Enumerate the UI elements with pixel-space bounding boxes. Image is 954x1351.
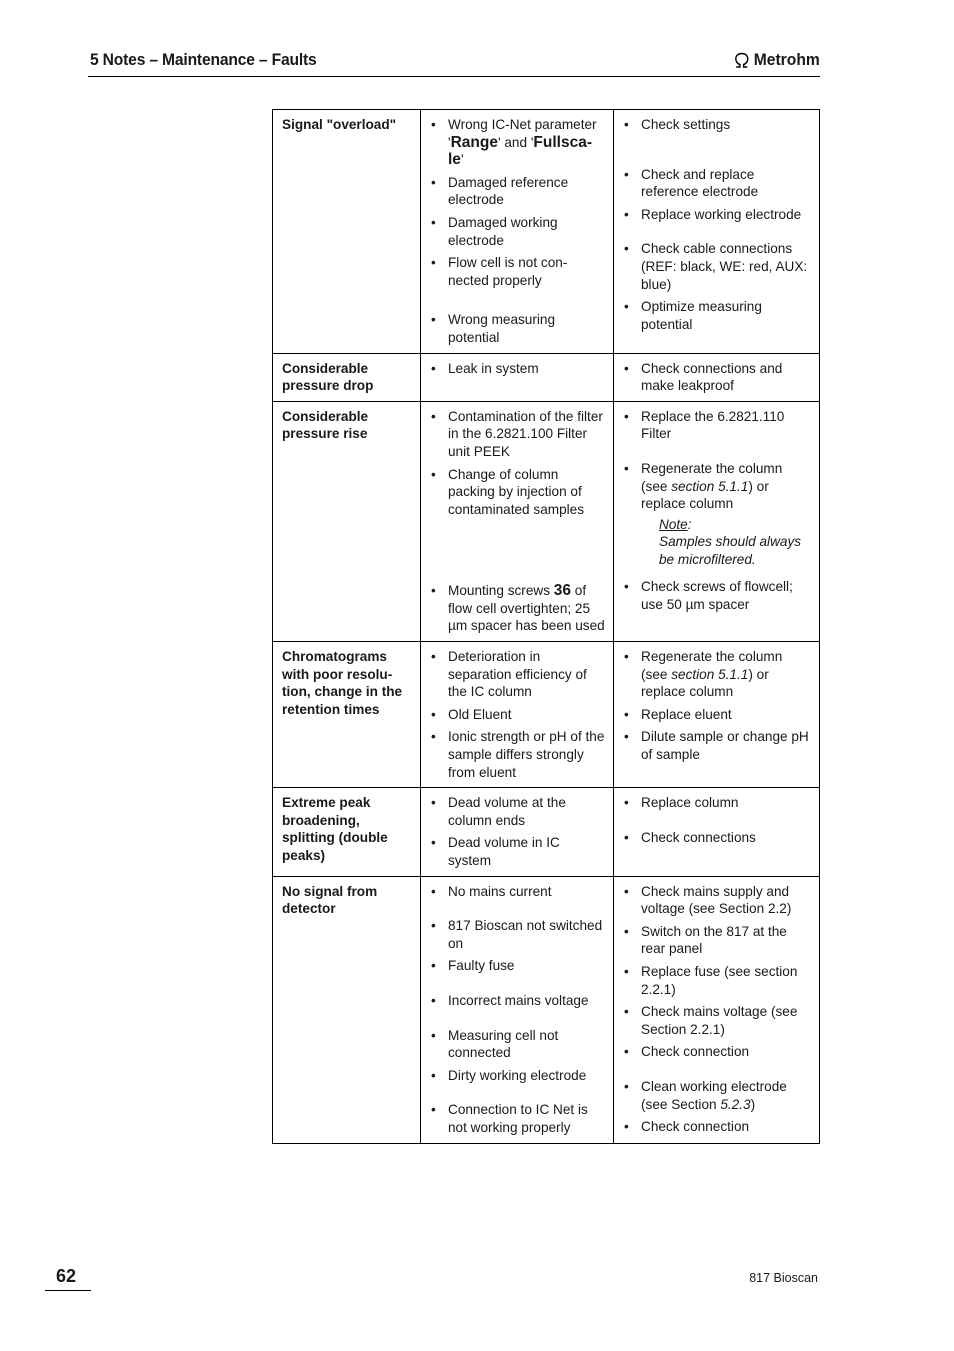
symptom-cell [273, 788, 421, 876]
cause-cell [421, 642, 614, 788]
brand-logo [734, 50, 820, 70]
note-label: Note [659, 516, 688, 532]
symptom-cell [273, 353, 421, 401]
symptom-cell [273, 642, 421, 788]
cause-cell [421, 110, 614, 354]
cause-item: • Connection to IC Net is not working properly [430, 1101, 605, 1136]
cause-cell [421, 401, 614, 641]
symptom: Considerable pressure rise [282, 408, 369, 442]
remedy-item: • Dilute sample or change pH of sample [623, 728, 811, 763]
symptom: Extreme peak broadening, splitting (double peaks) [282, 795, 388, 863]
remedy-item: • Check mains voltage (see Section 2.2.1) [623, 1003, 811, 1038]
remedy-item: • Check connections and make leakproof [623, 360, 811, 395]
cause-item: • Incorrect mains voltage [430, 992, 605, 1010]
table-row [273, 876, 820, 1143]
remedy-item: • Clean working electrode (see Section 5.2.3) [623, 1078, 811, 1113]
cause-item: • Change of column packing by injection of contaminated samples [430, 466, 605, 519]
remedy-item: • Check connection [623, 1118, 811, 1136]
brand-name: Metrohm [753, 50, 820, 69]
remedy-item: • Check settings [623, 116, 811, 134]
symptom: Considerable pressure drop [282, 360, 374, 394]
symptom: No signal from detector [282, 883, 378, 917]
remedy-cell [614, 642, 820, 788]
table-row [273, 788, 820, 876]
header-rule [88, 76, 820, 77]
page-number-rule [45, 1290, 91, 1291]
remedy-cell [614, 876, 820, 1143]
cause-item: • Wrong measuring potential [430, 311, 605, 346]
symptom-cell [273, 110, 421, 354]
cause-item: • Ionic strength or pH of the sample differs strongly from eluent [430, 728, 605, 781]
remedy-item: • Regenerate the column (see section 5.1.1) or replace column Note: Samples should always be microfiltered. [623, 460, 811, 569]
cause-item: • Contamination of the filter in the 6.2821.100 Filter unit PEEK [430, 408, 605, 461]
cause-item: • Wrong IC-Net parameter 'Range' and 'Fullsca-le' [430, 116, 605, 169]
note: Note: Samples should always be microfiltered. [641, 516, 811, 569]
table-row [273, 401, 820, 641]
remedy-item: • Switch on the 817 at the rear panel [623, 923, 811, 958]
cause-item: • Faulty fuse [430, 957, 605, 975]
product-name: 817 Bioscan [749, 1271, 818, 1285]
table-row [273, 353, 820, 401]
cause-item: • Old Eluent [430, 706, 605, 724]
table-row [273, 110, 820, 354]
note-text: Samples should always be microfiltered. [659, 534, 802, 567]
remedy-item: • Check connections [623, 829, 811, 847]
cause-item: • Flow cell is not con-nected properly [430, 254, 605, 289]
remedy-item: • Check cable connections (REF: black, WE: red, AUX: blue) [623, 240, 811, 293]
cause-cell [421, 788, 614, 876]
remedy-item: • Replace fuse (see section 2.2.1) [623, 963, 811, 998]
cause-item: • Measuring cell not connected [430, 1027, 605, 1062]
cause-item: • Damaged working electrode [430, 214, 605, 249]
remedy-cell [614, 353, 820, 401]
fault-table [272, 109, 820, 1144]
page-number: 62 [56, 1266, 77, 1286]
cause-item: • Leak in system [430, 360, 605, 378]
symptom-cell [273, 401, 421, 641]
remedy-item: • Check mains supply and voltage (see Section 2.2) [623, 883, 811, 918]
remedy-item: • Check screws of flowcell; use 50 µm spacer [623, 578, 811, 613]
cause-cell [421, 876, 614, 1143]
remedy-item: • Replace working electrode [623, 206, 811, 224]
cause-item: • Dead volume in IC system [430, 834, 605, 869]
remedy-cell [614, 401, 820, 641]
remedy-item: • Replace the 6.2821.110 Filter [623, 408, 811, 443]
omega-icon [734, 52, 751, 68]
cause-item: • 817 Bioscan not switched on [430, 917, 605, 952]
cause-item: • Mounting screws 36 of flow cell overtighten; 25 µm spacer has been used [430, 582, 605, 635]
remedy-item: • Replace column [623, 794, 811, 812]
remedy-item: • Check connection [623, 1043, 811, 1061]
remedy-cell [614, 110, 820, 354]
remedy-cell [614, 788, 820, 876]
cause-item: • Deterioration in separation efficiency of the IC column [430, 648, 605, 701]
remedy-item: • Replace eluent [623, 706, 811, 724]
symptom: Signal "overload" [282, 117, 397, 132]
cause-item: • No mains current [430, 883, 605, 901]
section-title: 5 Notes – Maintenance – Faults [90, 50, 317, 69]
cause-item: • Dead volume at the column ends [430, 794, 605, 829]
remedy-item: • Check and replace reference electrode [623, 166, 811, 201]
remedy-item: • Optimize measuring potential [623, 298, 811, 333]
table-row [273, 642, 820, 788]
cause-cell [421, 353, 614, 401]
symptom-cell [273, 876, 421, 1143]
cause-item: • Damaged reference electrode [430, 174, 605, 209]
symptom: Chromatograms with poor resolu-tion, change in the retention times [282, 649, 403, 717]
cause-item: • Dirty working electrode [430, 1067, 605, 1085]
remedy-item: • Regenerate the column (see section 5.1.1) or replace column [623, 648, 811, 701]
